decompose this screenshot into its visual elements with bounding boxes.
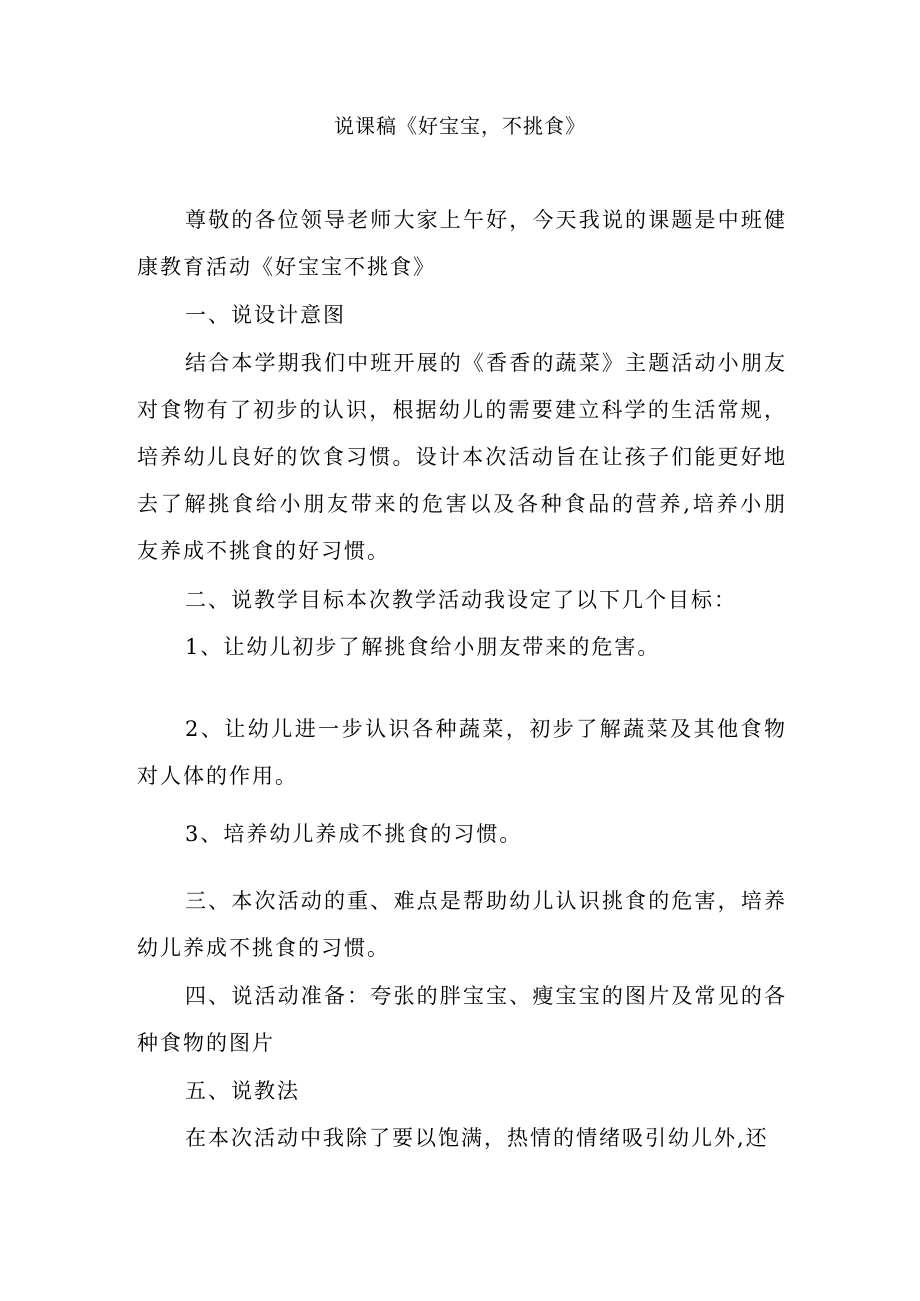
paragraph-greeting: 尊敬的各位领导老师大家上午好，今天我说的课题是中班健康教育活动《好宝宝不挑食》 (137, 208, 787, 279)
heading-teaching-method: 五、说教法 (185, 1079, 300, 1103)
paragraph-preparation: 四、说活动准备：夸张的胖宝宝、瘦宝宝的图片及常见的各种食物的图片 (137, 984, 787, 1055)
paragraph-teaching-method: 在本次活动中我除了要以饱满，热情的情绪吸引幼儿外,还 (185, 1126, 769, 1150)
document-title: 说课稿《好宝宝，不挑食》 (334, 114, 586, 138)
goal-item-2: 2、让幼儿进一步认识各种蔬菜，初步了解蔬菜及其他食物对人体的作用。 (137, 717, 787, 788)
paragraph-key-points: 三、本次活动的重、难点是帮助幼儿认识挑食的危害，培养幼儿养成不挑食的习惯。 (137, 889, 787, 960)
heading-design-intent: 一、说设计意图 (185, 303, 346, 327)
paragraph-design-intent: 结合本学期我们中班开展的《香香的蔬菜》主题活动小朋友对食物有了初步的认识，根据幼儿的需要建立科学的生活常规，培养幼儿良好的饮食习惯。设计本次活动旨在让孩子们能更好地去了解挑食给小朋友带来的危害以及各种食品的营养,培养小朋友养成不挑食的好习惯。 (137, 351, 787, 563)
goal-item-1: 1、让幼儿初步了解挑食给小朋友带来的危害。 (185, 635, 661, 659)
heading-teaching-goals: 二、说教学目标本次教学活动我设定了以下几个目标： (185, 588, 737, 612)
goal-item-3: 3、培养幼儿养成不挑食的习惯。 (185, 822, 523, 846)
